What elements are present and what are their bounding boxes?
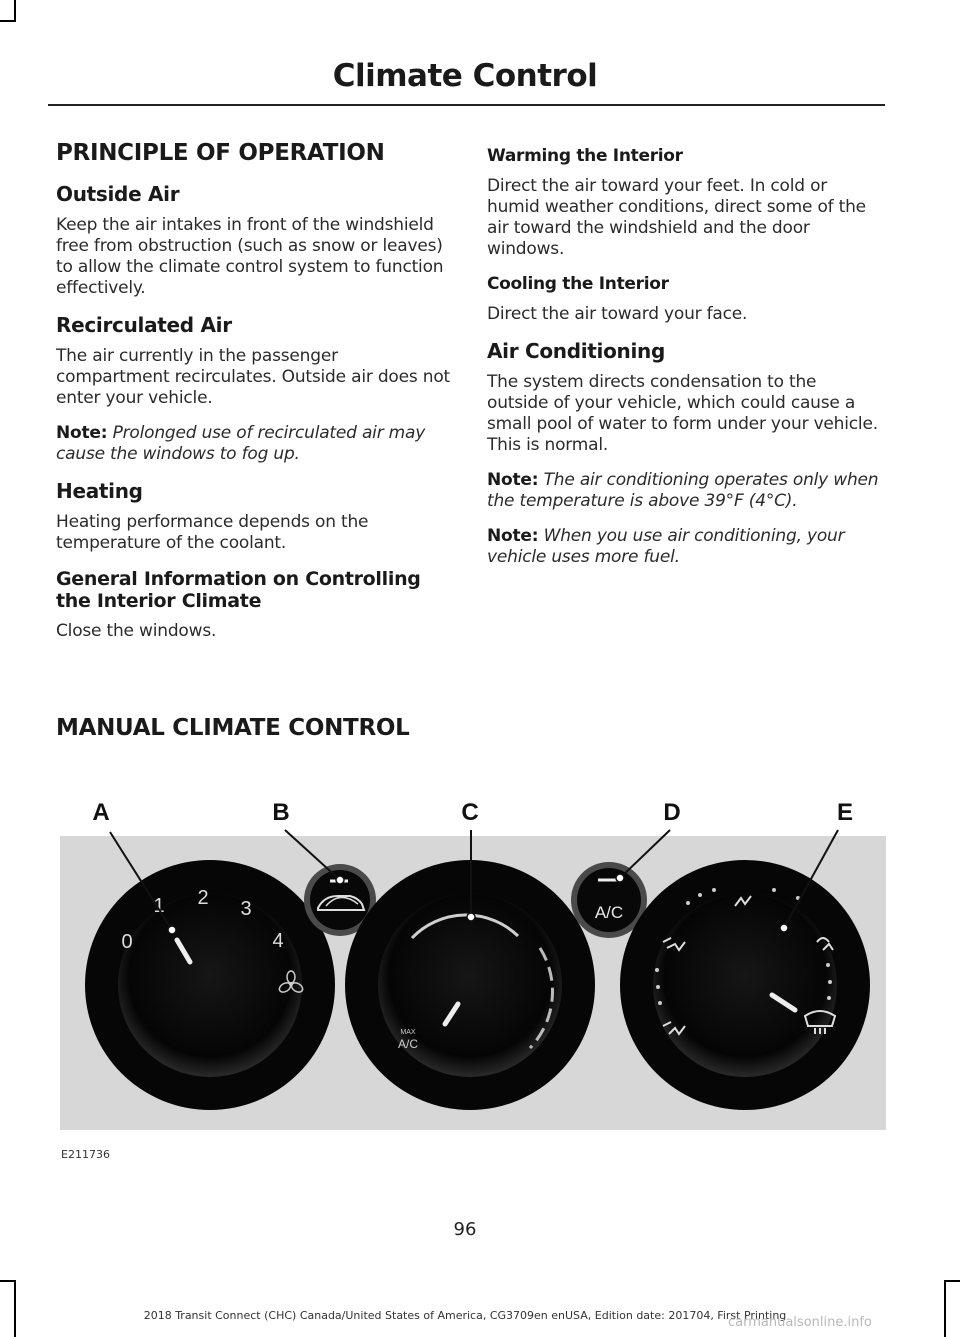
note-text: Prolonged use of recirculated air may cause the windows to fog up. [56, 423, 426, 464]
air-conditioning-text: The system directs condensation to the outside of your vehicle, which could cause a small pool of water to form under your vehicle. This is normal. [487, 372, 878, 455]
warming-text: Direct the air toward your feet. In cold or humid weather conditions, direct some of the air toward the windshield and the door windows. [487, 176, 866, 259]
fan-knob-center [118, 893, 302, 1077]
left-column [56, 140, 451, 656]
note-label: Note: [56, 423, 108, 443]
general-info-text: Close the windows. [56, 621, 217, 641]
callout-b: B [272, 799, 290, 826]
figure-code: E211736 [61, 1148, 110, 1161]
climate-control-panel-figure [60, 790, 886, 1130]
callout-c: C [461, 799, 479, 826]
note-label: Note: [487, 470, 539, 490]
general-info-heading: General Information on Controlling the Interior Climate [56, 568, 421, 612]
fan-speed-2: 2 [197, 887, 209, 909]
air-conditioning-heading: Air Conditioning [487, 339, 665, 363]
recirculated-air-heading: Recirculated Air [56, 313, 232, 337]
crop-mark [0, 1280, 16, 1282]
recirculated-air-note [56, 423, 451, 465]
max-label: MAX [400, 1029, 416, 1036]
ac-button[interactable] [577, 868, 641, 932]
manual-climate-heading: MANUAL CLIMATE CONTROL [56, 715, 410, 741]
page-footer: 2018 Transit Connect (CHC) Canada/United States of America, CG3709en enUSA, Edition date: 201704, First Printing [143, 1309, 787, 1322]
right-column [487, 146, 882, 582]
crop-mark [0, 20, 16, 22]
warming-heading: Warming the Interior [487, 146, 683, 166]
fan-speed-3: 3 [240, 898, 252, 920]
max-ac-label: A/C [397, 1037, 419, 1051]
callout-d: D [663, 799, 681, 826]
heating-text: Heating performance depends on the temperature of the coolant. [56, 512, 369, 553]
heating-heading: Heating [56, 479, 143, 503]
ac-button-label: A/C [594, 903, 624, 922]
crop-mark [944, 1280, 960, 1282]
cooling-heading: Cooling the Interior [487, 274, 669, 294]
principle-heading: PRINCIPLE OF OPERATION [56, 140, 385, 166]
fan-speed-1: 1 [153, 895, 165, 917]
fan-speed-0: 0 [121, 931, 133, 953]
air-conditioning-note-1 [487, 470, 882, 512]
fan-speed-4: 4 [272, 930, 284, 952]
air-conditioning-note-2 [487, 526, 882, 568]
page-number: 96 [453, 1219, 477, 1240]
crop-mark [944, 1280, 946, 1337]
outside-air-text: Keep the air intakes in front of the windshield free from obstruction (such as snow or leaves) to allow the climate control system to function effectively. [56, 215, 444, 298]
callout-a: A [92, 799, 110, 826]
header-divider [48, 104, 885, 106]
callout-e: E [836, 799, 854, 826]
note-label: Note: [487, 526, 539, 546]
crop-mark [14, 0, 16, 22]
note-text: When you use air conditioning, your vehicle uses more fuel. [487, 526, 845, 567]
note-text: The air conditioning operates only when the temperature is above 39°F (4°C). [487, 470, 879, 511]
air-distribution-knob-center [653, 893, 837, 1077]
cooling-text: Direct the air toward your face. [487, 304, 748, 324]
recirculated-air-text: The air currently in the passenger compartment recirculates. Outside air does not enter your vehicle. [56, 346, 450, 408]
outside-air-heading: Outside Air [56, 182, 180, 206]
watermark: carmanualsonline.info [728, 1315, 872, 1330]
page-title: Climate Control [332, 58, 598, 94]
